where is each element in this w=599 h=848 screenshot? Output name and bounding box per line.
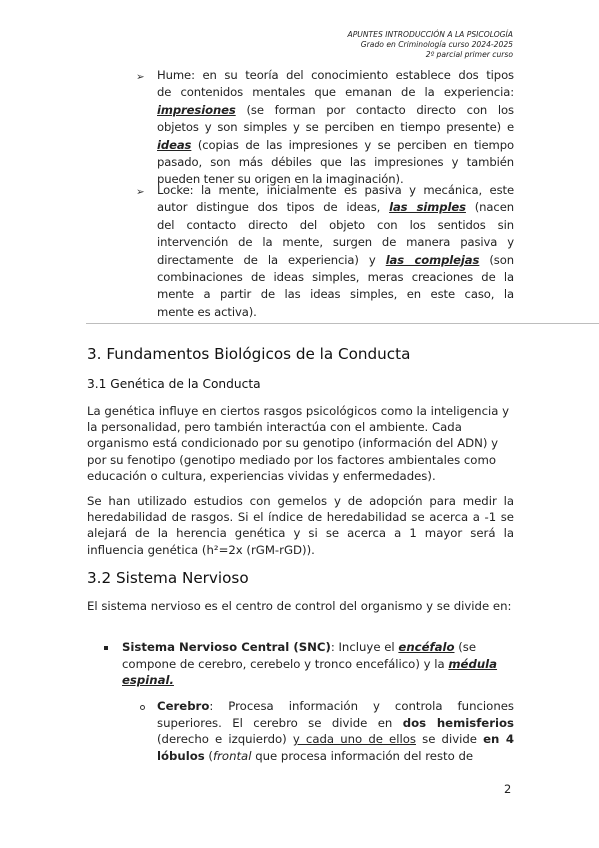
header-course: Grado en Criminología curso 2024-2025 <box>360 40 513 49</box>
page-number: 2 <box>504 782 512 796</box>
running-header <box>348 30 513 60</box>
hume-item: Hume: en su teoría del conocimiento establece dos tipos de contenidos mentales que emanan de la experiencia: impresiones (se forman por contacto directo con los objetos y son simples y se perciben en tiempo presente) e ideas (copias de las impresiones y se perciben en tiempo pasado, son más débiles que las impresiones y también pueden tener su origen en la imaginación). <box>157 68 514 187</box>
snc-item: Sistema Nervioso Central (SNC): Incluye el encéfalo (se compone de cerebro, cerebelo y tronco encefálico) y la médula espinal. <box>122 640 498 688</box>
nervous-system-intro: El sistema nervioso es el centro de control del organismo y se divide en: <box>87 599 512 613</box>
term-impresiones: impresiones <box>157 102 236 117</box>
term-las-complejas: las complejas <box>385 252 480 267</box>
term-encefalo: encéfalo <box>398 640 455 654</box>
arrow-bullet-icon: ➢ <box>136 71 145 83</box>
arrow-bullet-icon: ➢ <box>136 186 145 198</box>
square-bullet-icon <box>104 646 108 650</box>
cerebro-item: Cerebro: Procesa información y controla funciones superiores. El cerebro se divide en dos hemisferios (derecho e izquierdo) y cada uno de ellos se divide en 4 lóbulos (frontal que procesa información del resto de <box>157 699 514 763</box>
section-3-1-heading: 3.1 Genética de la Conducta <box>87 377 261 391</box>
section-divider <box>86 323 599 324</box>
term-ideas: ideas <box>157 137 192 152</box>
section-3-heading: 3. Fundamentos Biológicos de la Conducta <box>87 345 411 363</box>
term-medula-espinal: médula espinal. <box>122 656 498 688</box>
heritability-paragraph: Se han utilizado estudios con gemelos y de adopción para medir la heredabilidad de rasgos. Si el índice de heredabilidad se acerca a -1 se alejará de la herencia genética y si se acerca a 1 mayor será la influencia genética (h²=2x (rGM-rGD)). <box>87 494 514 557</box>
header-title: APUNTES INTRODUCCIÓN A LA PSICOLOGÍA <box>347 30 513 39</box>
header-term: 2º parcial primer curso <box>425 50 513 59</box>
term-las-simples: las simples <box>389 200 466 215</box>
circle-bullet-icon <box>140 705 145 710</box>
section-3-2-heading: 3.2 Sistema Nervioso <box>87 569 249 587</box>
locke-item: Locke: la mente, inicialmente es pasiva y mecánica, este autor distingue dos tipos de ideas, las simples (nacen del contacto directo del objeto con los sentidos sin intervención de la mente, surgen de manera pasiva y directamente de la experiencia) y las complejas (son combinaciones de ideas simples, meras creaciones de la mente a partir de las ideas simples, en este caso, la mente es activa). <box>157 183 514 319</box>
genetics-paragraph: La genética influye en ciertos rasgos psicológicos como la inteligencia y la personalidad, pero también interactúa con el ambiente. Cada organismo está condicionado por su genotipo (información del ADN) y por su fenotipo (genotipo mediado por los factores ambientales como educación o cultura, experiencias vividas y enfermedades). <box>87 404 510 483</box>
